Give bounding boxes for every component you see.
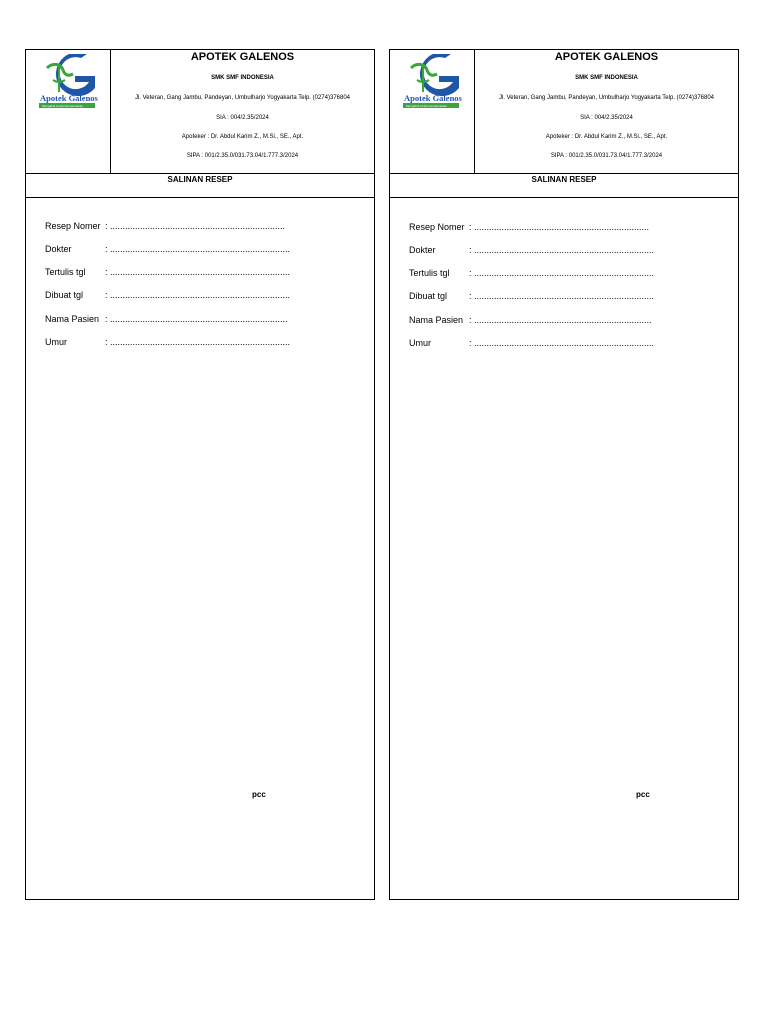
sia-number: SIA : 004/2.35/2024	[580, 115, 633, 121]
sipa-number: SIPA : 001/2.35.0/031.73.04/1.777.3/2024	[550, 153, 663, 159]
field-tertulis-tgl	[409, 268, 654, 278]
form-title-band	[390, 173, 738, 198]
field-label: Umur	[409, 338, 431, 348]
sia-number: SIA : 004/2.35/2024	[216, 115, 269, 121]
logo-tagline: Mengabdi Untuk Kemanusiaan	[42, 104, 84, 108]
logo-tagline: Mengabdi Untuk Kemanusiaan	[406, 104, 448, 108]
field-label: Nama Pasien	[45, 314, 100, 324]
school-name: SMK SMF INDONESIA	[575, 75, 638, 81]
field-blank: : ......................................................................	[469, 222, 650, 232]
field-blank: : ........................................................................	[105, 244, 291, 254]
logo-cell	[390, 50, 475, 173]
field-blank: : ........................................................................	[469, 291, 655, 301]
pharmacist-name: Apoteker : Dr. Abdul Karim Z., M.Si., SE., Apt.	[545, 134, 668, 140]
field-blank: : .......................................................................	[105, 314, 288, 324]
field-blank: : ........................................................................	[105, 290, 291, 300]
field-dokter	[45, 244, 290, 254]
shop-name: APOTEK GALENOS	[190, 51, 295, 63]
apotek-galenos-logo-icon	[403, 54, 463, 110]
prescription-copy-form-right	[389, 49, 739, 900]
sipa-number: SIPA : 001/2.35.0/031.73.04/1.777.3/2024	[186, 153, 299, 159]
field-label: Umur	[45, 337, 67, 347]
field-label: Dokter	[409, 245, 436, 255]
field-label: Nama Pasien	[409, 315, 464, 325]
field-label: Dibuat tgl	[45, 290, 84, 300]
shop-address: Jl. Veteran, Gang Jambu, Pandeyan, Umbulharjo Yogyakarta Telp. (0274)376804	[134, 95, 351, 101]
prescription-copy-form-left	[25, 49, 375, 900]
field-label: Tertulis tgl	[45, 267, 86, 277]
field-blank: : ........................................................................	[469, 245, 655, 255]
field-blank: : .......................................................................	[469, 315, 652, 325]
form-title: SALINAN RESEP	[531, 175, 597, 184]
shop-address: Jl. Veteran, Gang Jambu, Pandeyan, Umbulharjo Yogyakarta Telp. (0274)376804	[498, 95, 715, 101]
form-title: SALINAN RESEP	[167, 175, 233, 184]
field-resep-nomer	[45, 221, 285, 231]
field-blank: : ......................................................................	[105, 221, 286, 231]
field-blank: : ........................................................................	[105, 267, 291, 277]
field-dokter	[409, 245, 654, 255]
apotek-galenos-logo-icon	[39, 54, 99, 110]
field-umur	[409, 338, 654, 348]
field-label: Dokter	[45, 244, 72, 254]
field-blank: : ........................................................................	[105, 337, 291, 347]
logo-text: Apotek Galenos	[40, 93, 98, 103]
field-label: Resep Nomer	[45, 221, 101, 231]
field-nama-pasien	[409, 315, 652, 325]
form-title-band	[26, 173, 374, 198]
logo-text: Apotek Galenos	[404, 93, 462, 103]
form-header	[26, 50, 374, 174]
pharmacist-name: Apoteker : Dr. Abdul Karim Z., M.Si., SE., Apt.	[181, 134, 304, 140]
field-label: Dibuat tgl	[409, 291, 448, 301]
field-nama-pasien	[45, 314, 288, 324]
field-umur	[45, 337, 290, 347]
field-label: Tertulis tgl	[409, 268, 450, 278]
shop-name: APOTEK GALENOS	[554, 51, 659, 63]
field-tertulis-tgl	[45, 267, 290, 277]
field-label: Resep Nomer	[409, 222, 465, 232]
logo-cell	[26, 50, 111, 173]
field-resep-nomer	[409, 222, 649, 232]
field-blank: : ........................................................................	[469, 268, 655, 278]
form-header	[390, 50, 738, 174]
school-name: SMK SMF INDONESIA	[211, 75, 274, 81]
pcc-label: pcc	[252, 790, 266, 799]
pcc-label: pcc	[636, 790, 650, 799]
field-dibuat-tgl	[45, 290, 290, 300]
field-blank: : ........................................................................	[469, 338, 655, 348]
field-dibuat-tgl	[409, 291, 654, 301]
